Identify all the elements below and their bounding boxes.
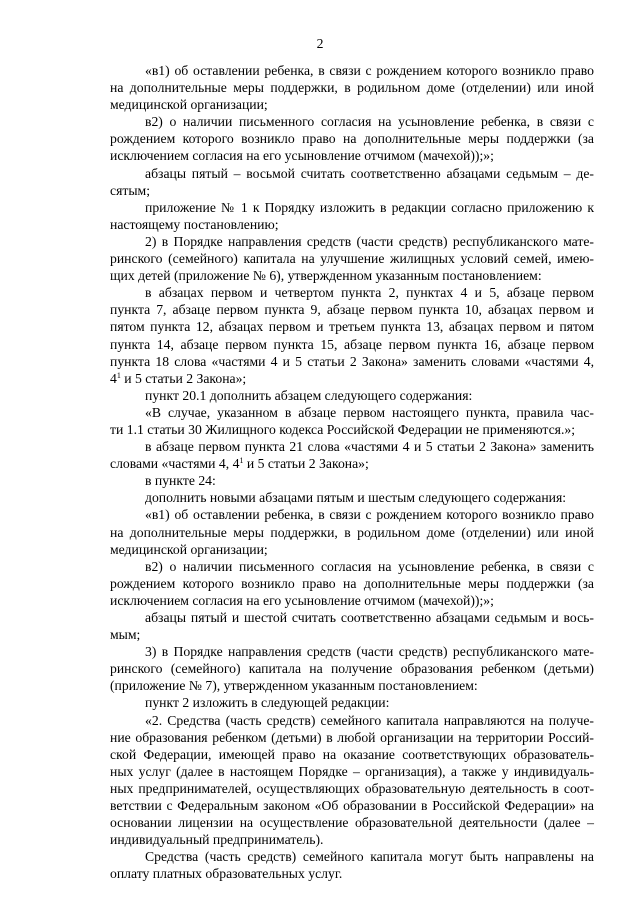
paragraph-line: ние образования ребенком (детьми) в любой организации на территории Россий- bbox=[110, 729, 594, 745]
paragraph-line: индивидуальный предприниматель). bbox=[110, 832, 324, 848]
paragraph-line: 3) в Порядке направления средств (части средств) республиканского мате- bbox=[145, 644, 594, 660]
paragraph-line: мым; bbox=[110, 627, 141, 643]
paragraph bbox=[110, 233, 594, 284]
paragraph-line: основании лицензии на осуществление образовательной деятельности (далее – bbox=[110, 815, 594, 831]
paragraph-line: исключением согласия на его усыновление отчимом (мачехой));»; bbox=[110, 592, 494, 608]
paragraph-line: «2. Средства (часть средств) семейного капитала направляются на получе- bbox=[145, 712, 594, 728]
paragraph bbox=[110, 712, 594, 849]
paragraph bbox=[110, 506, 594, 557]
paragraph-line: Средства (часть средств) семейного капитала могут быть направлены на bbox=[145, 849, 594, 865]
paragraph-line: ных предпринимателей, осуществляющих образовательную деятельность в соот- bbox=[110, 780, 594, 796]
paragraph bbox=[110, 558, 594, 609]
paragraph-line: (приложение № 7), утвержденном указанным постановлением: bbox=[110, 678, 478, 694]
paragraph-line: пункт 20.1 дополнить абзацем следующего содержания: bbox=[145, 387, 473, 403]
paragraph bbox=[110, 387, 594, 404]
paragraph-line: пункт 2 изложить в следующей редакции: bbox=[145, 695, 390, 711]
page-number: 2 bbox=[316, 36, 324, 51]
paragraph bbox=[110, 404, 594, 438]
paragraph-line: дополнить новыми абзацами пятым и шестым следующего содержания: bbox=[145, 490, 567, 506]
paragraph bbox=[110, 62, 594, 113]
paragraph-line: на дополнительные меры поддержки, в родильном доме (отделении) или иной bbox=[110, 80, 594, 96]
paragraph-line: ской Федерации, имеющей право на оказание соответствующих образователь- bbox=[110, 746, 594, 762]
paragraph bbox=[110, 113, 594, 164]
paragraph-line: в абзацах первом и четвертом пункта 2, пунктах 4 и 5, абзаце первом bbox=[145, 285, 594, 301]
paragraph-line: ринского (семейного) капитала на получение образования ребенком (детьми) bbox=[110, 661, 594, 677]
paragraph-line: в абзаце первом пункта 21 слова «частями 4 и 5 статьи 2 Закона» заменить bbox=[145, 439, 594, 455]
paragraph-line: пункта 7, абзаце первом пункта 9, абзаце первом пункта 10, абзацах первом и bbox=[110, 302, 594, 318]
paragraph-line: «в1) об оставлении ребенка, в связи с рождением которого возникло право bbox=[145, 507, 594, 523]
paragraph bbox=[110, 438, 594, 472]
paragraph-line: словами «частями 4, $4^1$ и 5 статьи 2 Закона»; bbox=[110, 456, 369, 472]
document-body bbox=[110, 62, 594, 883]
paragraph-line: медицинской организации; bbox=[110, 541, 268, 557]
paragraph bbox=[110, 489, 594, 506]
paragraph-line: медицинской организации; bbox=[110, 97, 268, 113]
paragraph-line: $4^1$ и 5 статьи 2 Закона»; bbox=[110, 370, 247, 386]
paragraph-line: оплату платных образовательных услуг. bbox=[110, 866, 343, 882]
paragraph bbox=[110, 199, 594, 233]
paragraph-line: пятом пункта 12, абзацах первом и третьем пункта 13, абзацах первом и пятом bbox=[110, 319, 594, 335]
paragraph-line: ринского (семейного) капитала на улучшение жилищных условий семей, имею- bbox=[110, 251, 594, 267]
paragraph bbox=[110, 848, 594, 882]
paragraph-line: приложение № 1 к Порядку изложить в редакции согласно приложению к bbox=[145, 199, 594, 215]
paragraph bbox=[110, 694, 594, 711]
paragraph-line: пункта 14, абзаце первом пункта 15, абзаце первом пункта 16, абзаце первом bbox=[110, 336, 594, 352]
paragraph-line: ных услуг (далее в настоящем Порядке – организация), а также у индивидуаль- bbox=[110, 763, 594, 779]
paragraph-line: «в1) об оставлении ребенка, в связи с рождением которого возникло право bbox=[145, 63, 594, 78]
paragraph-line: ти 1.1 статьи 30 Жилищного кодекса Российской Федерации не применяются.»; bbox=[110, 421, 576, 437]
paragraph-line: на дополнительные меры поддержки, в родильном доме (отделении) или иной bbox=[110, 524, 594, 540]
paragraph-line: настоящему постановлению; bbox=[110, 216, 279, 232]
paragraph-line: пункта 18 слова «частями 4 и 5 статьи 2 Закона» заменить словами «частями 4, bbox=[110, 353, 594, 369]
paragraph-line: исключением согласия на его усыновление отчимом (мачехой));»; bbox=[110, 148, 494, 164]
paragraph-line: сятым; bbox=[110, 182, 151, 198]
paragraph-line: рождением которого возникло право на дополнительные меры поддержки (за bbox=[110, 131, 594, 147]
paragraph-line: в2) о наличии письменного согласия на усыновление ребенка, в связи с bbox=[145, 558, 594, 574]
paragraph-line: 2) в Порядке направления средств (части средств) республиканского мате- bbox=[145, 233, 594, 249]
paragraph-line: ветствии с Федеральным законом «Об образовании в Российской Федерации» на bbox=[110, 798, 594, 814]
paragraph bbox=[110, 472, 594, 489]
paragraph-line: абзацы пятый – восьмой считать соответственно абзацами седьмым – де- bbox=[145, 165, 594, 181]
paragraph bbox=[110, 284, 594, 387]
paragraph-line: рождением которого возникло право на дополнительные меры поддержки (за bbox=[110, 575, 594, 591]
paragraph-line: в2) о наличии письменного согласия на усыновление ребенка, в связи с bbox=[145, 114, 594, 130]
paragraph-line: абзацы пятый и шестой считать соответственно абзацами седьмым и вось- bbox=[145, 610, 594, 625]
paragraph bbox=[110, 609, 594, 643]
paragraph bbox=[110, 643, 594, 694]
paragraph-line: в пункте 24: bbox=[145, 473, 216, 489]
paragraph-line: щих детей (приложение № 6), утвержденном указанным постановлением: bbox=[110, 268, 542, 284]
paragraph-line: «В случае, указанном в абзаце первом настоящего пункта, правила час- bbox=[145, 404, 594, 420]
paragraph bbox=[110, 165, 594, 199]
